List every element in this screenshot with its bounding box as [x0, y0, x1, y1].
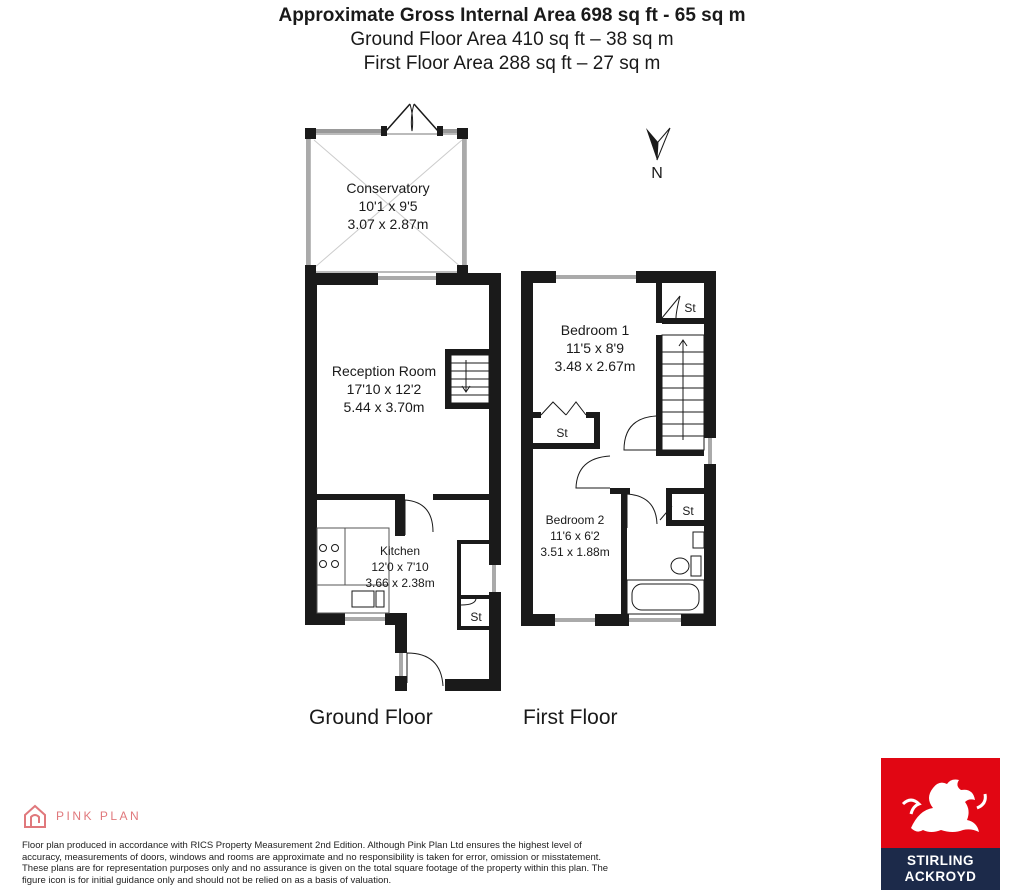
ground-floor-label: Ground Floor — [309, 706, 433, 729]
kitchen-name: Kitchen — [379, 544, 421, 558]
conservatory-metric: 3.07 x 2.87m — [347, 216, 429, 232]
conservatory-name: Conservatory — [346, 180, 430, 196]
north-arrow-icon — [646, 128, 670, 182]
stirling-ackroyd-logo — [881, 758, 1000, 890]
gross-area-title: Approximate Gross Internal Area 698 sq ft - 65 sq m — [278, 5, 746, 26]
griffin-emblem — [881, 758, 1000, 848]
reception-imperial: 17'10 x 12'2 — [346, 381, 422, 397]
conservatory-imperial: 10'1 x 9'5 — [358, 198, 418, 214]
agent-name-block — [881, 848, 1000, 890]
kitchen-imperial: 12'0 x 7'10 — [371, 560, 429, 574]
griffin-icon — [881, 758, 1000, 848]
pink-plan-name: PINK PLAN — [56, 809, 142, 823]
bedroom1-metric: 3.48 x 2.67m — [554, 358, 636, 374]
reception-metric: 5.44 x 3.70m — [343, 399, 425, 415]
kitchen-metric: 3.66 x 2.38m — [365, 576, 435, 590]
store-label-bathroom: St — [682, 504, 694, 518]
first-floor-label: First Floor — [523, 706, 618, 729]
north-label: N — [651, 165, 663, 182]
first-area-subtitle: First Floor Area 288 sq ft – 27 sq m — [363, 53, 661, 74]
bedroom1-imperial: 11'5 x 8'9 — [565, 340, 625, 356]
pink-plan-logo — [22, 803, 141, 829]
bedroom2-metric: 3.51 x 1.88m — [540, 545, 610, 559]
room-labels — [332, 180, 696, 624]
store-label-ground: St — [470, 610, 482, 624]
bedroom2-name: Bedroom 2 — [545, 513, 605, 527]
agent-name-line2: ACKROYD — [904, 869, 977, 884]
store-label-wardrobe: St — [556, 426, 568, 440]
agent-name-line1: STIRLING — [907, 853, 974, 868]
bedroom2-imperial: 11'6 x 6'2 — [550, 529, 600, 543]
ground-floor-walls — [305, 273, 501, 691]
house-logo-icon — [22, 803, 48, 829]
disclaimer-text: Floor plan produced in accordance with RICS Property Measurement 2nd Edition. Although Pink Plan Ltd ensures the highest level of accuracy, measurements of doors, windows and rooms are approximate and no responsibility is taken for error, omission or misstatement. These plans are for representation purposes only and no assurance is given on the total square footage of the property within this plan. The figure icon is for initial guidance only and should not be relied on as a basis of valuation. — [22, 840, 609, 886]
bedroom1-name: Bedroom 1 — [560, 322, 630, 338]
ground-area-subtitle: Ground Floor Area 410 sq ft – 38 sq m — [350, 29, 674, 50]
store-label-first-top: St — [684, 301, 696, 315]
reception-name: Reception Room — [331, 363, 437, 379]
